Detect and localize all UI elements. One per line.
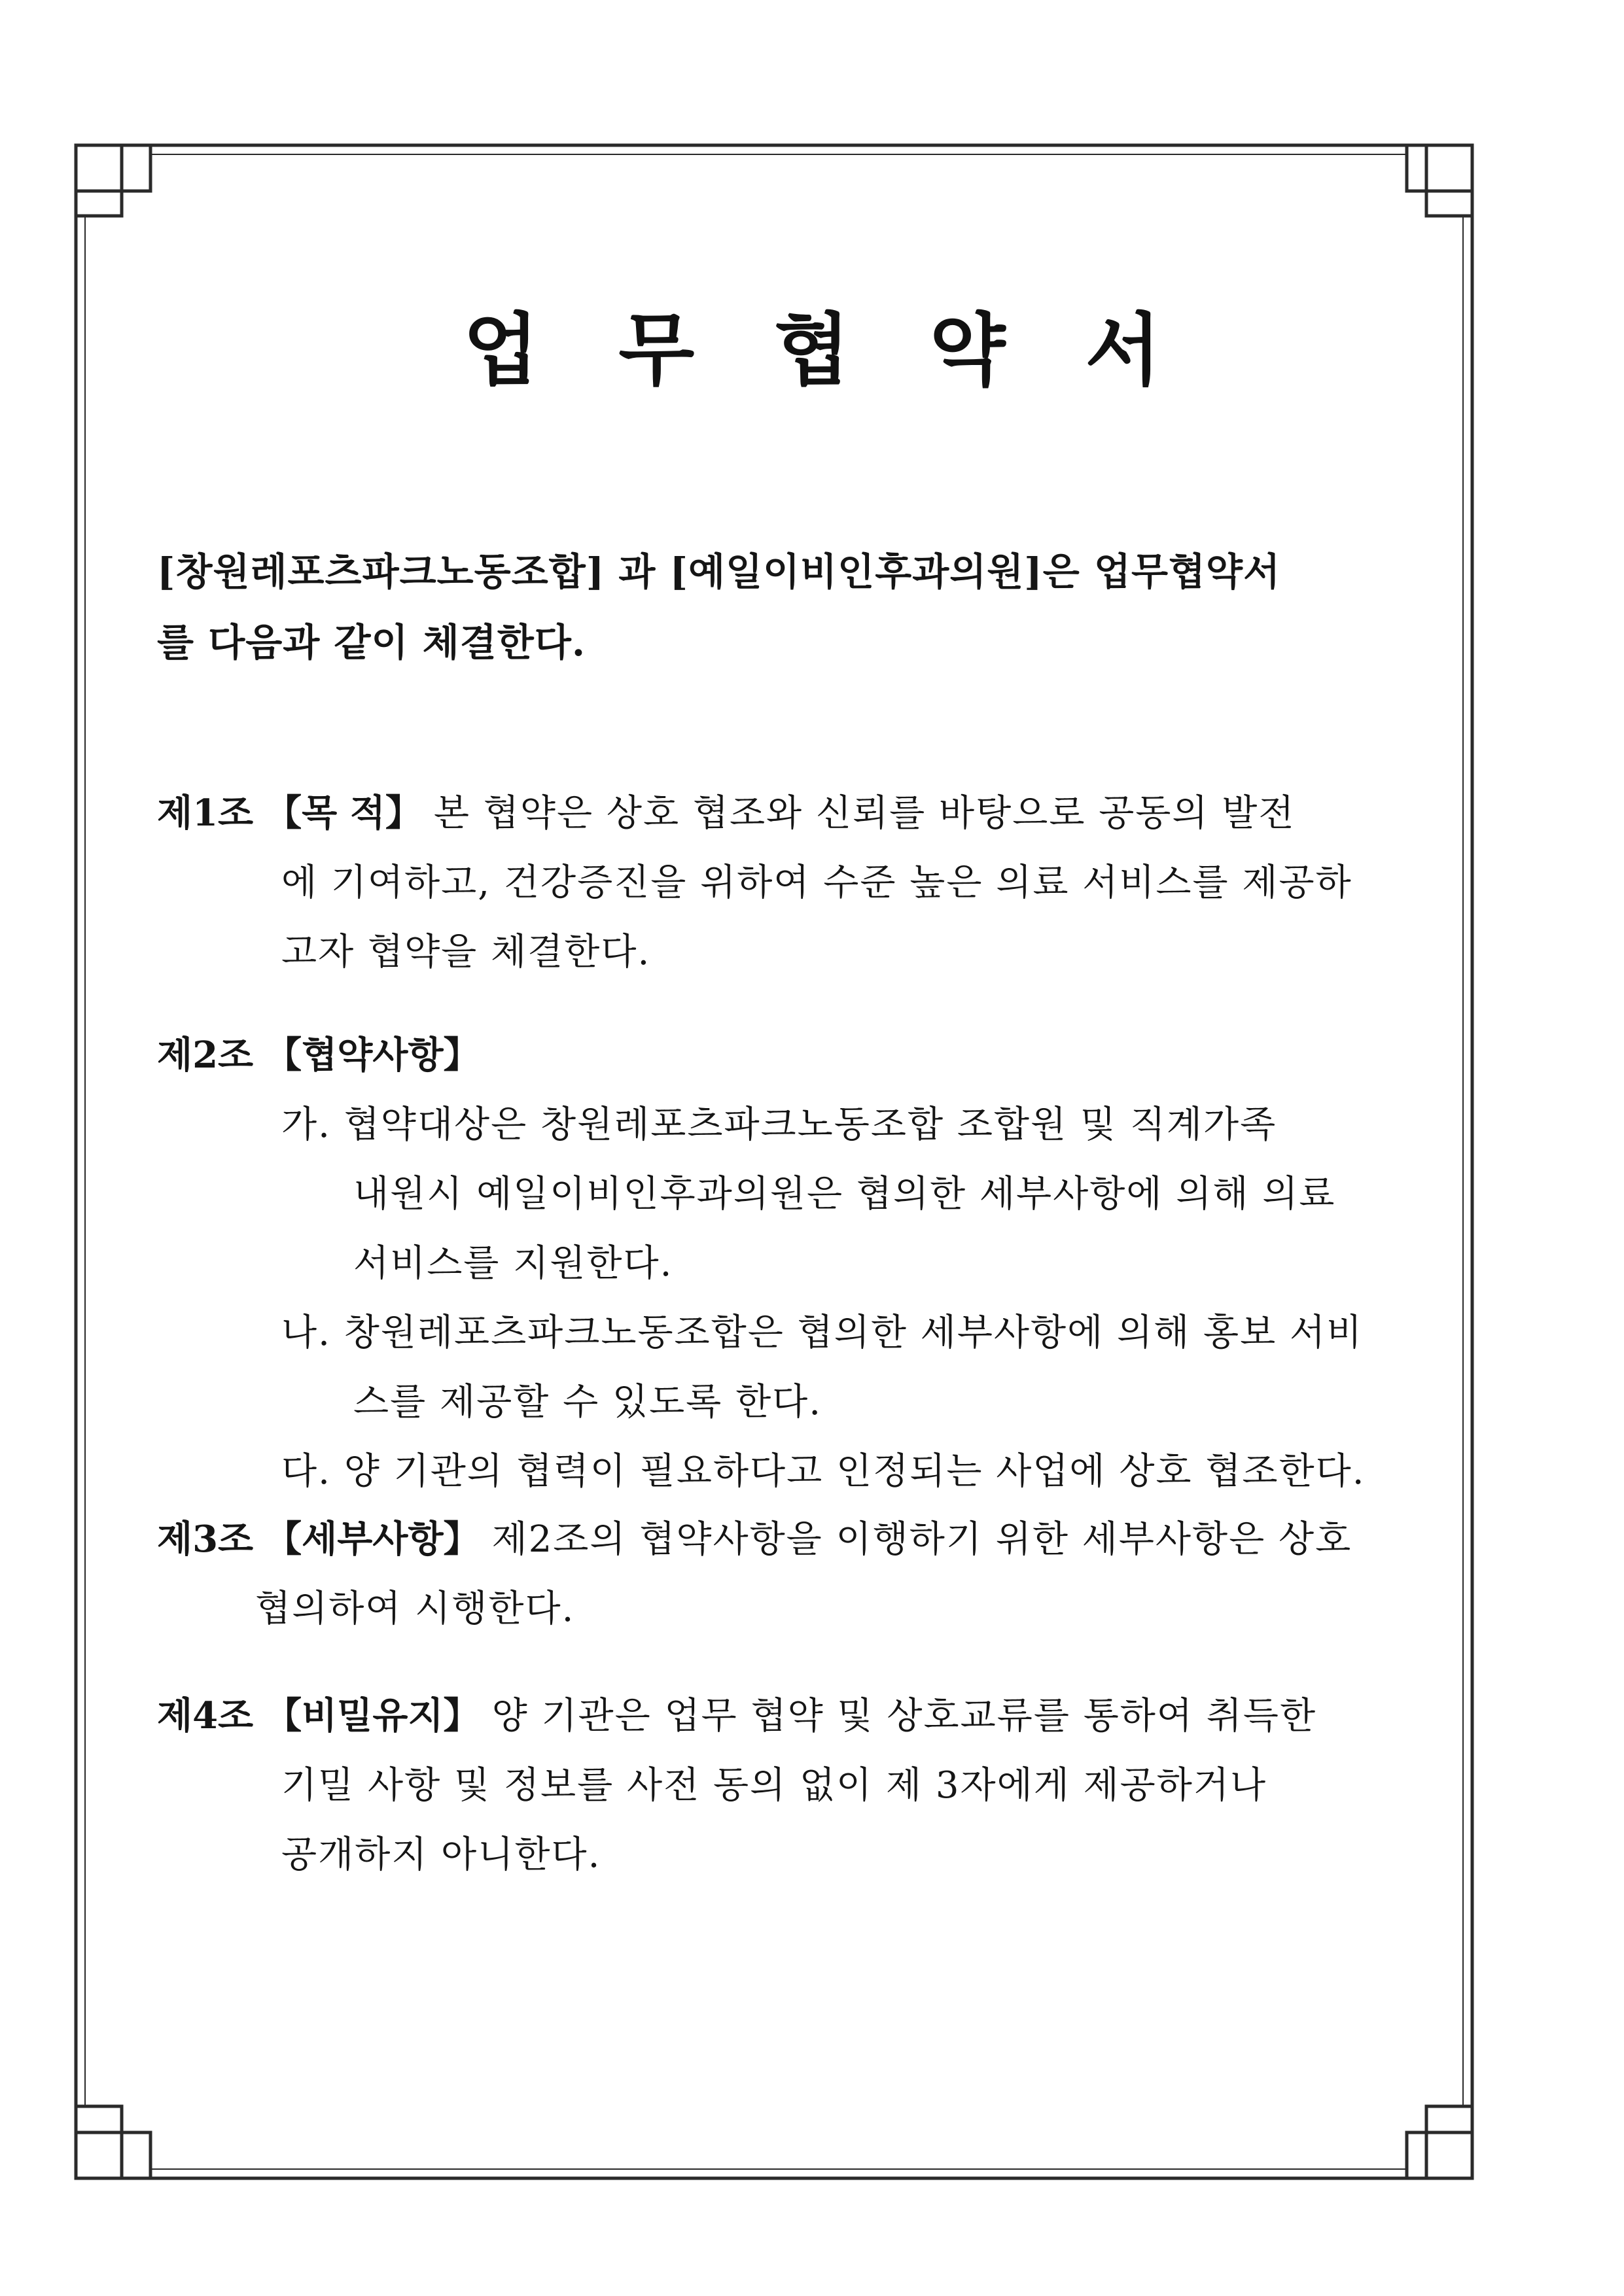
article-2-title: 【협약사항】	[265, 1034, 480, 1077]
article-1-number: 제1조	[157, 791, 254, 835]
article-2	[157, 1020, 1400, 1506]
intro-line-2: 를 다음과 같이 체결한다.	[157, 620, 586, 665]
article-4-line-1: 양 기관은 업무 협약 및 상호교류를 통하여 취득한	[491, 1695, 1317, 1737]
article-3-line-2: 협의하여 시행한다.	[255, 1588, 575, 1630]
article-2-item-1-line-1: 가. 협약대상은 창원레포츠파크노동조합 조합원 및 직계가족	[281, 1104, 1277, 1146]
corner-ornament-top-right	[1407, 145, 1472, 216]
article-1-line-1: 본 협약은 상호 협조와 신뢰를 바탕으로 공동의 발전	[433, 792, 1296, 835]
intro-line-1: [창원레포츠파크노동조합] 과 [예일이비인후과의원]은 업무협약서	[157, 549, 1281, 594]
article-1-line-3: 고자 협약을 체결한다.	[281, 931, 651, 973]
article-4-number: 제4조	[157, 1694, 254, 1737]
article-2-item-3-line-1: 다. 양 기관의 협력이 필요하다고 인정되는 사업에 상호 협조한다.	[281, 1450, 1366, 1493]
document-title: 업 무 협 약 서	[463, 305, 1188, 396]
corner-ornament-top-left	[76, 145, 150, 216]
article-3-number: 제3조	[157, 1518, 254, 1561]
article-3-line-1: 제2조의 협약사항을 이행하기 위한 세부사항은 상호	[491, 1518, 1352, 1561]
article-1-first-line	[157, 778, 1400, 848]
article-3-first-line	[157, 1505, 1400, 1574]
corner-ornament-bottom-right	[1407, 2106, 1472, 2178]
article-2-item-2-line-2: 스를 제공할 수 있도록 한다.	[353, 1381, 822, 1423]
article-3-title: 【세부사항】	[265, 1518, 480, 1561]
corner-ornament-bottom-left	[76, 2106, 150, 2178]
article-4-title: 【비밀유지】	[265, 1694, 480, 1737]
article-4	[157, 1681, 1400, 1890]
article-2-number: 제2조	[157, 1034, 254, 1077]
article-2-item-2-line-1: 나. 창원레포츠파크노동조합은 협의한 세부사항에 의해 홍보 서비	[281, 1312, 1364, 1354]
article-1-title: 【목 적】	[265, 791, 422, 835]
article-2-first-line	[157, 1020, 1400, 1090]
article-1-line-2: 에 기여하고, 건강증진을 위하여 수준 높은 의료 서비스를 제공하	[281, 861, 1352, 904]
article-4-line-3: 공개하지 아니한다.	[281, 1834, 601, 1876]
intro-paragraph	[157, 536, 1400, 678]
article-4-line-2: 기밀 사항 및 정보를 사전 동의 없이 제 3자에게 제공하거나	[281, 1764, 1267, 1807]
article-4-first-line	[157, 1681, 1400, 1751]
article-1	[157, 778, 1400, 987]
article-3	[157, 1505, 1400, 1644]
article-2-item-1-line-2: 내원시 예일이비인후과의원은 협의한 세부사항에 의해 의료	[353, 1173, 1336, 1215]
article-2-item-1-line-3: 서비스를 지원한다.	[353, 1242, 673, 1285]
